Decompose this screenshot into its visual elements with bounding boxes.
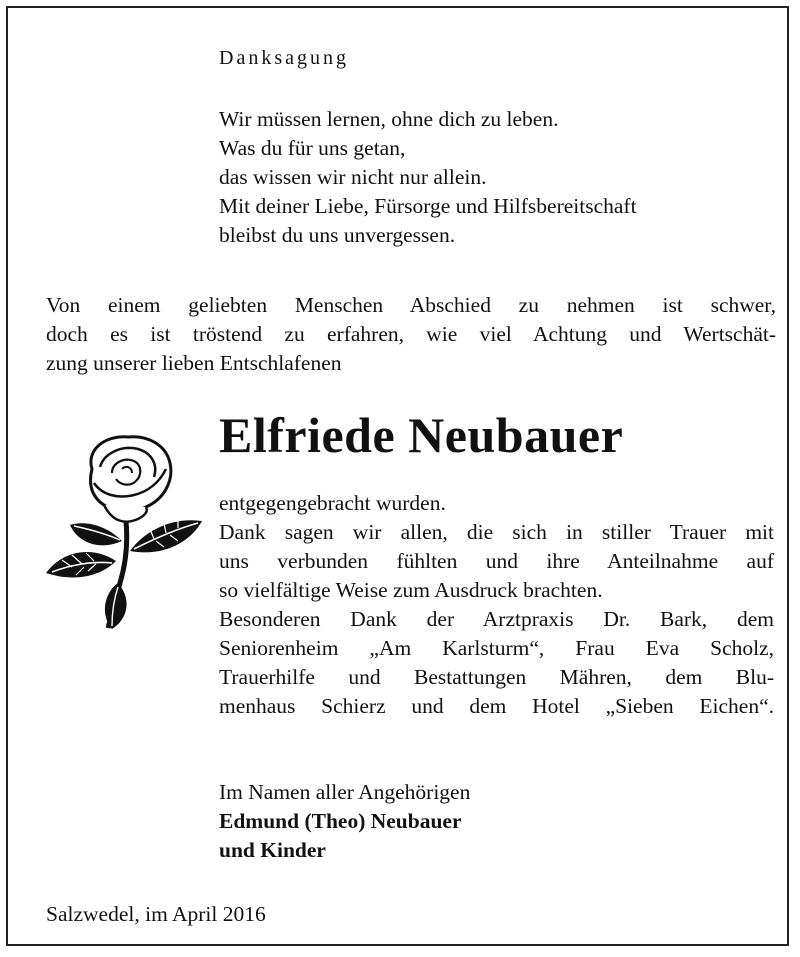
body-line: menhaus Schierz und dem Hotel „Sieben Eichen“. [219, 694, 774, 718]
notice-heading: Danksagung [219, 47, 349, 69]
poem-line: das wissen wir nicht nur allein. [219, 165, 487, 189]
body-text [219, 489, 774, 721]
body-line: so vielfältige Weise zum Ausdruck brachten. [219, 578, 603, 602]
signature-family: und Kinder [219, 838, 326, 862]
deceased-name: Elfriede Neubauer [219, 407, 624, 463]
poem [219, 105, 637, 250]
signature [219, 778, 470, 865]
place-date: Salzwedel, im April 2016 [46, 902, 266, 926]
body-line: uns verbunden fühlten und ihre Anteilnahme auf [219, 549, 774, 573]
poem-line: Was du für uns getan, [219, 136, 406, 160]
body-line: Besonderen Dank der Arztpraxis Dr. Bark, dem [219, 607, 774, 631]
poem-line: Mit deiner Liebe, Fürsorge und Hilfsbereitschaft [219, 194, 637, 218]
signature-intro: Im Namen aller Angehörigen [219, 780, 471, 804]
body-line: Trauerhilfe und Bestattungen Mähren, dem Blu- [219, 665, 774, 689]
intro-text [46, 291, 776, 378]
signature-name: Edmund (Theo) Neubauer [219, 809, 462, 833]
intro-line: doch es ist tröstend zu erfahren, wie viel Achtung und Wertschät- [46, 322, 776, 346]
poem-line: Wir müssen lernen, ohne dich zu leben. [219, 107, 559, 131]
body-line: Seniorenheim „Am Karlsturm“, Frau Eva Scholz, [219, 636, 774, 660]
body-line: Dank sagen wir allen, die sich in stiller Trauer mit [219, 520, 774, 544]
poem-line: bleibst du uns unvergessen. [219, 223, 456, 247]
rose-icon [42, 433, 207, 633]
intro-line: zung unserer lieben Entschlafenen [46, 351, 342, 375]
intro-line: Von einem geliebten Menschen Abschied zu nehmen ist schwer, [46, 293, 776, 317]
body-line: entgegengebracht wurden. [219, 491, 446, 515]
notice-frame [6, 6, 789, 946]
